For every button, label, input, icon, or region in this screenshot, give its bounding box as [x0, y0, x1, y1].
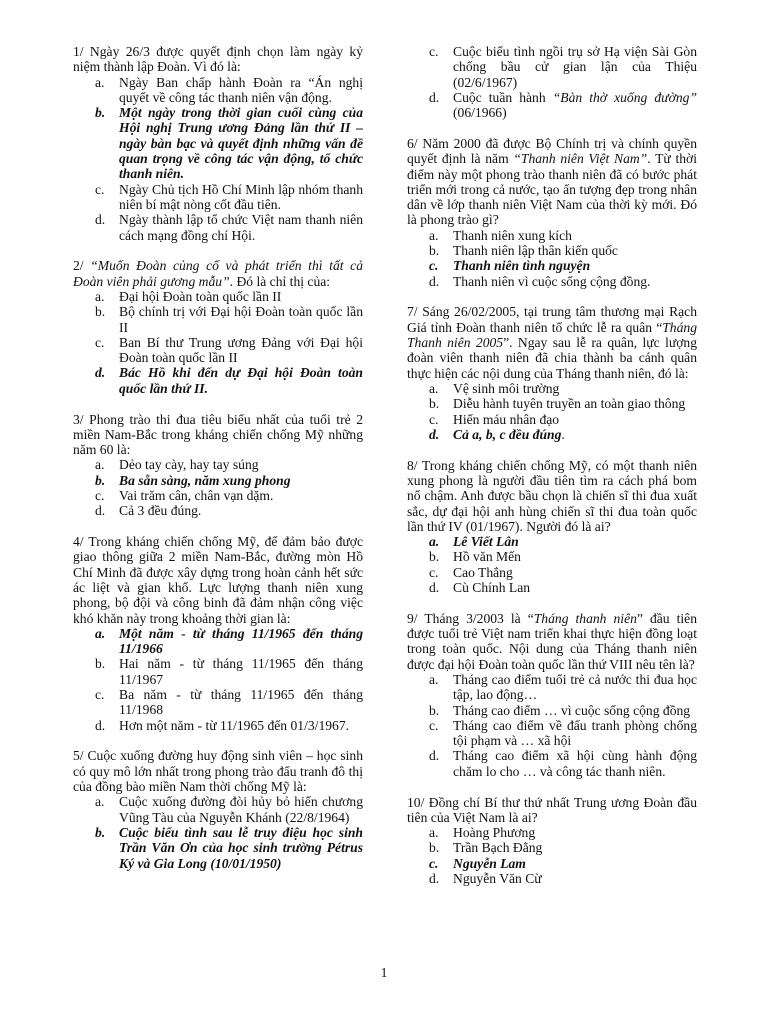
answer-option [429, 871, 697, 886]
answer-options [407, 228, 697, 289]
question-stem [73, 258, 363, 289]
question-block [73, 534, 363, 733]
option-text-main: Cả a, b, c đều đúng [453, 426, 562, 442]
option-letter: b. [429, 840, 440, 856]
option-text [119, 365, 363, 396]
option-text-main: Ba sẵn sàng, năm xung phong [119, 472, 291, 488]
answer-options [73, 75, 363, 243]
option-text-main: Hai năm - từ tháng 11/1965 đến tháng 11/1967 [119, 656, 363, 687]
question-stem [407, 611, 697, 672]
answer-option [95, 457, 363, 472]
option-text-main: Thanh niên xung kích [453, 227, 572, 243]
option-text [119, 304, 363, 335]
answer-option [429, 718, 697, 749]
question-stem: 4/ Trong kháng chiến chống Mỹ, để đảm bảo được giao thông giữa 2 miền Nam-Bắc, đường mòn Hồ Chí Minh đã được xây dựng trong hoàn cảnh hết sức ác liệt và gian khổ. Lực lượng thanh niên xung phong, bộ đội và công binh đã đảm nhận công việc khó khăn này trong khoảng thời gian là: [73, 534, 363, 626]
option-text-main: Cao Thắng [453, 564, 513, 580]
answer-option [95, 304, 363, 335]
question-block [73, 44, 363, 243]
option-text-main: Cuộc biểu tình ngồi trụ sở Hạ viện Sài Gòn chống bầu cử gian lận của Thiệu (02/6/1967) [453, 44, 697, 90]
option-text-main: Tháng cao điểm xã hội cùng hành động chăm lo cho … và công tác thanh niên. [453, 748, 697, 779]
question-stem-part: . Từ thời điểm này một phong trào thanh niên đã có bước phát triển mới trong cả nước, tạo ấn tượng đẹp trong nhân dân về lớp thanh niên Việt Nam của thời kỳ mới. Đó là phong trào gì? [407, 151, 697, 228]
answer-option [429, 748, 697, 779]
answer-option [429, 840, 697, 855]
option-letter: c. [95, 488, 105, 504]
option-text [119, 503, 363, 518]
question-stem-part: 2/ [73, 258, 91, 274]
option-letter: b. [95, 472, 106, 488]
option-text-main: Thanh niên lập thân kiến quốc [453, 243, 618, 259]
answer-options [73, 626, 363, 733]
question-stem-part: . Đó là chỉ thị của: [229, 273, 331, 289]
question-block [407, 304, 697, 442]
answer-option [429, 825, 697, 840]
option-text [453, 703, 697, 718]
question-stem-part: ” đầu tiên được tuổi trẻ Việt nam triển khai thực hiện đồng loạt trong toàn quốc. Nội dung của Tháng thanh niên được đại hội Đoàn toàn quốc lần thứ VIII nêu tên là? [407, 610, 697, 672]
option-text [453, 228, 697, 243]
option-text [453, 549, 697, 564]
answer-option [429, 412, 697, 427]
option-text-main: Hồ văn Mến [453, 549, 521, 565]
option-letter: c. [429, 564, 439, 580]
question-block [73, 412, 363, 519]
option-letter: a. [429, 534, 440, 550]
option-letter: c. [429, 855, 439, 871]
option-letter: d. [429, 426, 440, 442]
question-stem [407, 304, 697, 380]
option-text-main: Lê Viết Lân [453, 534, 519, 550]
question-stem-part: “Thanh niên Việt Nam” [513, 151, 648, 167]
option-letter: c. [429, 258, 439, 274]
left-column [73, 44, 363, 886]
option-letter: d. [95, 365, 106, 381]
option-text-main: Cuộc xuống đường đòi hủy bỏ hiến chương Vũng Tàu của Nguyễn Khánh (22/8/1964) [119, 794, 363, 825]
answer-options [407, 672, 697, 779]
option-text-main: Ban Bí thư Trung ương Đảng với Đại hội Đoàn toàn quốc lần II [119, 334, 363, 366]
answer-option [95, 75, 363, 106]
option-text-main: Ngày Chủ tịch Hồ Chí Minh lập nhóm thanh niên bí mật nòng cốt đầu tiên. [119, 181, 363, 212]
answer-option [429, 243, 697, 258]
answer-options [407, 381, 697, 442]
answer-option-correct [429, 534, 697, 549]
question-block [407, 795, 697, 887]
answer-option [95, 289, 363, 304]
option-text-main: Dẻo tay cày, hay tay súng [119, 457, 259, 473]
option-text [453, 258, 697, 273]
option-letter: d. [95, 503, 106, 519]
answer-option-correct [429, 856, 697, 871]
option-letter: c. [429, 411, 439, 427]
option-letter: a. [429, 825, 439, 841]
question-stem-part: Tháng thanh niên [533, 610, 637, 626]
answer-option [429, 90, 697, 121]
option-text [453, 840, 697, 855]
option-text-main: Hoàng Phương [453, 825, 536, 841]
option-text [453, 90, 697, 121]
option-letter: d. [429, 89, 440, 105]
option-letter: a. [95, 457, 105, 473]
option-text [119, 626, 363, 657]
option-text [453, 718, 697, 749]
question-block [407, 611, 697, 779]
option-letter: b. [95, 656, 106, 672]
answer-option [429, 381, 697, 396]
option-letter: c. [95, 687, 105, 703]
option-letter: b. [429, 396, 440, 412]
answer-option-correct [429, 427, 697, 442]
option-text [119, 473, 363, 488]
option-text-main: Bác Hồ khi đến dự Đại hội Đoàn toàn quốc lần thứ II. [119, 365, 363, 396]
option-text [453, 274, 697, 289]
question-stem: 8/ Trong kháng chiến chống Mỹ, có một thanh niên xung phong là người đầu tiên tìm ra cách phá bom nổ chậm. Anh được bầu chọn là chiến sĩ thi đua xuất sắc, dự đại hội anh hùng chiến sĩ thi đua toàn quốc lần thứ IV (01/1967). Người đó là ai? [407, 457, 697, 534]
option-text-main: Vai trăm cân, chân vạn dặm. [119, 488, 274, 504]
answer-option [429, 274, 697, 289]
option-text-main: Diễu hành tuyên truyền an toàn giao thông [453, 396, 686, 412]
question-block [73, 258, 363, 396]
option-letter: a. [429, 380, 439, 396]
option-text-suffix: . [561, 426, 565, 442]
right-column [407, 44, 697, 902]
option-letter: c. [95, 334, 105, 350]
option-text-main: Ba năm - từ tháng 11/1965 đến tháng 11/1968 [119, 687, 363, 718]
question-stem-part: 7/ Sáng 26/02/2005, tại trung tâm thương mại Rạch Giá tỉnh Đoàn thanh niên tổ chức lễ ra quân “ [407, 304, 697, 335]
option-text-main: Cả 3 đều đúng. [119, 503, 202, 519]
question-stem-part: 6/ Năm 2000 đã được Bộ Chính trị và chính quyền quyết định là năm [407, 135, 697, 167]
option-text-main: Trần Bạch Đằng [453, 840, 543, 856]
option-text [119, 656, 363, 687]
option-text [119, 289, 363, 304]
option-letter: d. [95, 212, 106, 228]
question-block [407, 44, 697, 120]
answer-option [429, 672, 697, 703]
answer-option-correct [95, 825, 363, 871]
option-letter: c. [429, 44, 439, 59]
question-stem-part: Tháng Thanh niên 2005 [407, 319, 697, 351]
option-text [453, 412, 697, 427]
answer-option [429, 396, 697, 411]
option-text [453, 427, 697, 442]
answer-option [95, 718, 363, 733]
option-text-part: (06/1966) [453, 105, 507, 121]
option-text-main: Tháng cao điểm … vì cuộc sống cộng đồng [453, 702, 691, 718]
option-letter: d. [95, 717, 106, 733]
option-letter: a. [429, 671, 439, 687]
option-letter: a. [95, 625, 106, 641]
option-letter: a. [429, 227, 439, 243]
question-stem-part: “Muốn Đoàn củng cố và phát triển thì tất cả Đoàn viên phải gương mẫu” [73, 258, 363, 289]
option-text-main: Nguyễn Lam [453, 855, 526, 871]
option-text-main: Hiến máu nhân đạo [453, 411, 560, 427]
answer-option [429, 580, 697, 595]
option-text [119, 212, 363, 243]
option-letter: d. [429, 273, 440, 289]
option-letter: a. [95, 288, 105, 304]
question-stem-part: 9/ Tháng 3/2003 là “ [407, 610, 534, 626]
option-letter: b. [429, 702, 440, 718]
answer-option [95, 503, 363, 518]
answer-option [429, 703, 697, 718]
option-text-main: Nguyễn Văn Cừ [453, 871, 542, 887]
answer-options [407, 44, 697, 120]
option-letter: c. [95, 181, 105, 197]
question-stem-part: ”. Ngay sau lễ ra quân, lực lượng đoàn viên thanh niên đã chia thành ba cánh quân thực hiện các nội dung của Tháng thanh niên, đó là: [407, 335, 697, 381]
option-text [119, 182, 363, 213]
option-text [453, 243, 697, 258]
answer-option-correct [95, 105, 363, 181]
option-text-part: Cuộc tuần hành [453, 89, 553, 105]
option-text-main: Đại hội Đoàn toàn quốc lần II [119, 288, 282, 304]
answer-option-correct [95, 626, 363, 657]
option-text [119, 75, 363, 106]
option-letter: a. [95, 794, 105, 810]
option-text [453, 44, 697, 90]
option-letter: b. [429, 549, 440, 565]
question-stem: 10/ Đồng chí Bí thư thứ nhất Trung ương Đoàn đầu tiên của Việt Nam là ai? [407, 794, 697, 825]
answer-option [95, 687, 363, 718]
option-text-main: Tháng cao điểm về đấu tranh phòng chống tội phạm và … xã hội [453, 717, 697, 749]
question-block [407, 136, 697, 289]
answer-option-correct [95, 365, 363, 396]
answer-option-correct [429, 258, 697, 273]
option-text-main: Ngày thành lập tổ chức Việt nam thanh niên cách mạng đồng chí Hội. [119, 212, 363, 243]
option-text-main: Một năm - từ tháng 11/1965 đến tháng 11/1966 [119, 625, 363, 657]
option-letter: c. [429, 717, 439, 733]
option-text [453, 381, 697, 396]
question-block [407, 458, 697, 596]
answer-option [95, 488, 363, 503]
option-text [453, 856, 697, 871]
question-stem: 5/ Cuộc xuống đường huy động sinh viên – học sinh có quy mô lớn nhất trong phong trào đấu tranh đô thị của đồng bào miền Nam thời chống Mỹ là: [73, 748, 363, 795]
option-text [453, 871, 697, 886]
option-text [119, 825, 363, 871]
option-text [119, 335, 363, 366]
option-text [119, 687, 363, 718]
answer-options [73, 457, 363, 518]
page-number: 1 [380, 965, 388, 980]
option-letter: b. [429, 243, 440, 259]
option-text-part: “Bàn thờ xuống đường” [552, 89, 698, 105]
answer-option [95, 182, 363, 213]
answer-options [73, 794, 363, 870]
option-text-main: Cù Chính Lan [453, 580, 531, 595]
option-text-main: Thanh niên tình nguyện [453, 258, 591, 274]
option-text-main: Một ngày trong thời gian cuối cùng của Hội nghị Trung ương Đảng lần thứ II – ngày bàn bạc và quyết định những vấn đề quan trọng về công tác vận động, tổ chức thanh niên. [119, 105, 363, 182]
option-letter: d. [429, 580, 440, 595]
option-text-main: Vệ sinh môi trường [453, 380, 560, 396]
option-text [119, 718, 363, 733]
option-text [453, 825, 697, 840]
option-text-main: Cuộc biểu tình sau lễ truy điệu học sinh Trần Văn Ơn của học sinh trường Pétrus Ký và Gia Long (10/01/1950) [119, 824, 363, 871]
option-text [119, 488, 363, 503]
option-letter: a. [95, 74, 105, 90]
answer-option [95, 656, 363, 687]
option-letter: d. [429, 748, 440, 764]
option-text [453, 534, 697, 549]
option-text [453, 672, 697, 703]
answer-option [429, 549, 697, 564]
question-stem: 3/ Phong trào thi đua tiêu biểu nhất của tuổi trẻ 2 miền Nam-Bắc trong kháng chiến chống Mỹ những năm 60 là: [73, 411, 363, 458]
option-letter: d. [429, 871, 440, 887]
question-stem [407, 136, 697, 228]
answer-option [95, 794, 363, 825]
option-text-main: Bộ chính trị với Đại hội Đoàn toàn quốc lần II [119, 304, 363, 335]
option-text [119, 105, 363, 181]
option-text-main: Tháng cao điểm tuổi trẻ cả nước thi đua học tập, lao động… [453, 671, 697, 703]
option-text [453, 580, 697, 595]
answer-options [73, 289, 363, 396]
option-text [119, 457, 363, 472]
option-letter: b. [95, 304, 106, 320]
option-text [453, 396, 697, 411]
option-letter: b. [95, 824, 106, 840]
answer-options [407, 534, 697, 595]
answer-option [95, 335, 363, 366]
answer-option-correct [95, 473, 363, 488]
answer-option [429, 565, 697, 580]
option-text [453, 565, 697, 580]
answer-option [429, 44, 697, 90]
answer-options [407, 825, 697, 886]
answer-option [95, 212, 363, 243]
question-block [73, 748, 363, 870]
option-text-main: Ngày Ban chấp hành Đoàn ra “Án nghị quyết về công tác thanh niên vận động. [119, 74, 363, 105]
answer-option [429, 228, 697, 243]
question-stem: 1/ Ngày 26/3 được quyết định chọn làm ngày kỷ niệm thành lập Đoàn. Vì đó là: [73, 44, 363, 75]
option-text [119, 794, 363, 825]
option-text-main: Thanh niên vì cuộc sống cộng đồng. [453, 273, 651, 289]
option-letter: b. [95, 105, 106, 121]
option-text [453, 748, 697, 779]
option-text-main: Hơn một năm - từ 11/1965 đến 01/3/1967. [119, 717, 350, 733]
